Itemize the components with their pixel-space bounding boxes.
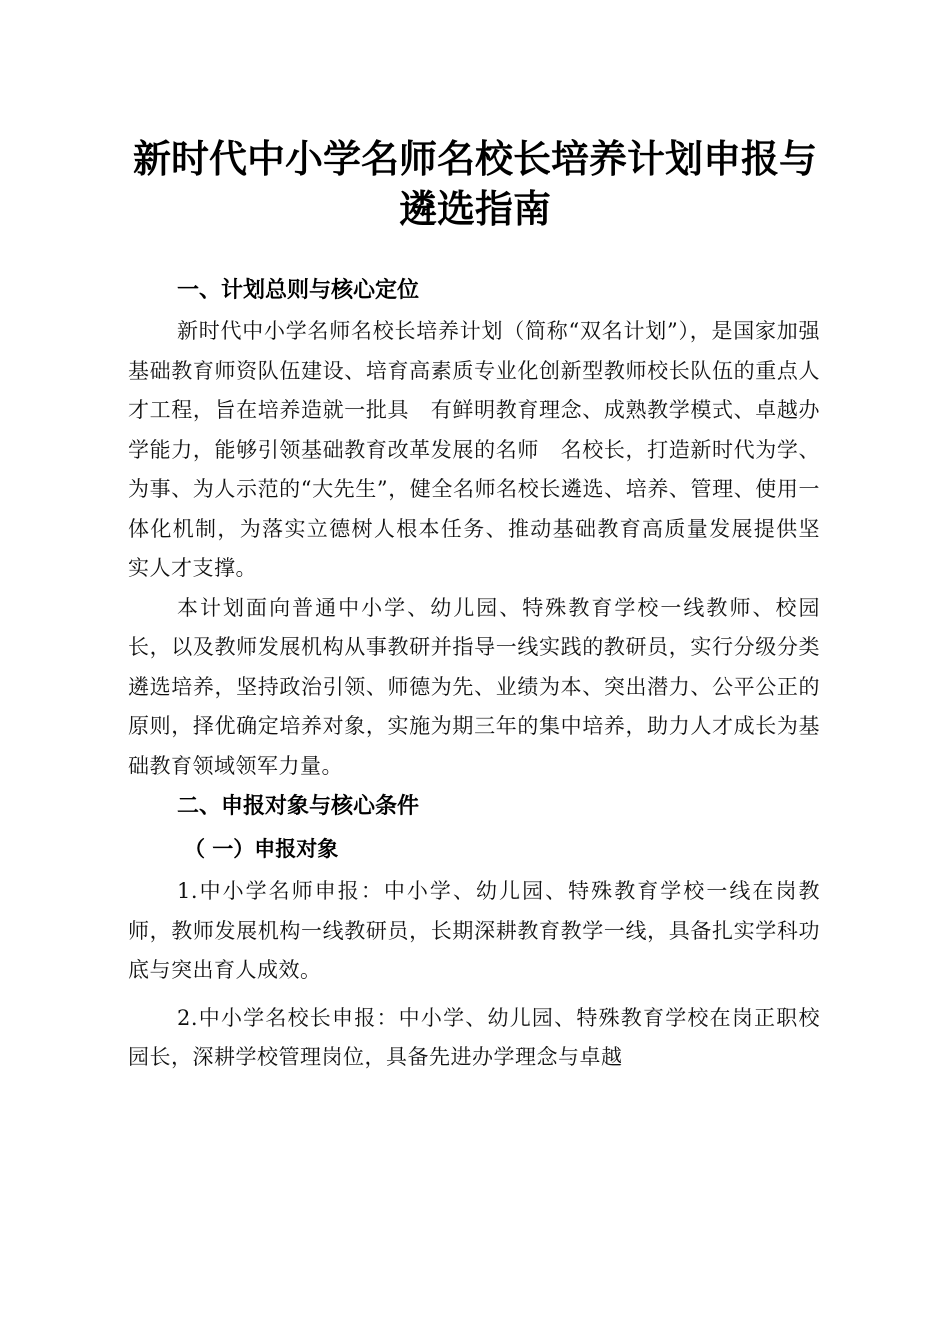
section-2-heading: 二、申报对象与核心条件 bbox=[177, 794, 420, 819]
title-line-1: 新时代中小学名师名校长培养计划申报与 bbox=[132, 137, 817, 181]
document-title bbox=[100, 134, 850, 234]
section-1-paragraph-2: 本计划面向普通中小学、幼儿园、特殊教育学校一线教师、校园长，以及教师发展机构从事教研并指导一线实践的教研员，实行分级分类遴选培养，坚持政治引领、师德为先、业绩为本、突出潜力、公平公正的原则，择优确定培养对象，实施为期三年的集中培养，助力人才成长为基础教育领域领军力量。 bbox=[128, 595, 820, 778]
section-1-heading: 一、计划总则与核心定位 bbox=[177, 278, 420, 303]
list-item-1: 1.中小学名师申报：中小学、幼儿园、特殊教育学校一线在岗教师，教师发展机构一线教研员，长期深耕教育教学一线，具备扎实学科功底与突出育人成效。 bbox=[128, 879, 820, 982]
section-1-paragraph-1: 新时代中小学名师名校长培养计划（简称“双名计划”），是国家加强基础教育师资队伍建设、培育高素质专业化创新型教师校长队伍的重点人才工程，旨在培养造就一批具 有鲜明教育理念、成熟教学模式、卓越办学能力，能够引领基础教育改革发展的名师 名校长，打造新时代为学、为事、为人示范的“大先生”，健全名师名校长遴选、培养、管理、使用一体化机制，为落实立德树人根本任务、推动基础教育高质量发展提供坚 实人才支撑。 bbox=[128, 319, 842, 580]
subsection-1-heading: （ 一）申报对象 bbox=[184, 837, 339, 861]
title-line-2: 遴选指南 bbox=[398, 187, 551, 231]
list-item-2: 2.中小学名校长申报：中小学、幼儿园、特殊教育学校在岗正职校园长，深耕学校管理岗位，具备先进办学理念与卓越 bbox=[128, 1005, 820, 1069]
document-body bbox=[128, 270, 842, 1078]
